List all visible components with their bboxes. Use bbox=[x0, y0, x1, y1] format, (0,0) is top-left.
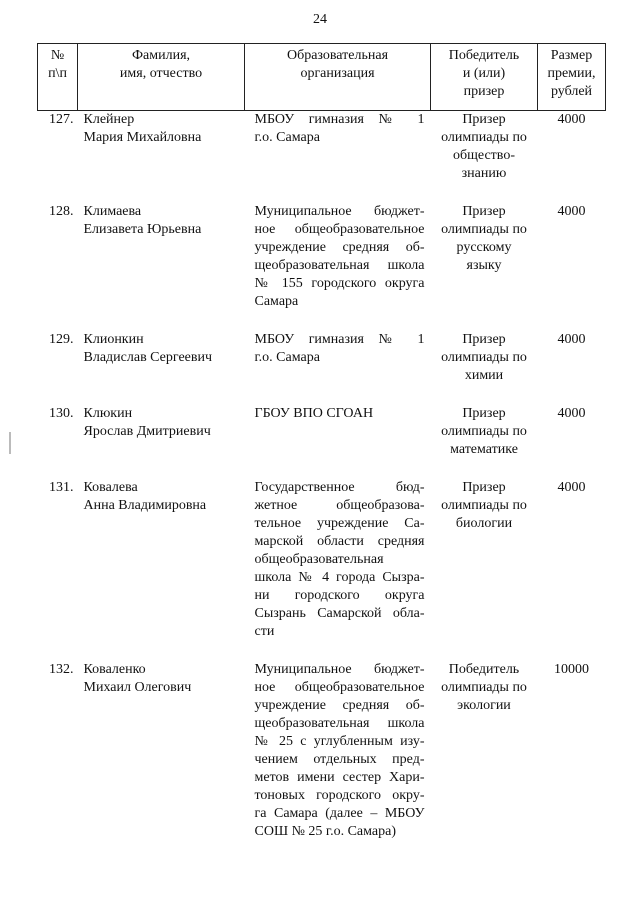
award-status: Призер олимпиады по математике bbox=[441, 406, 527, 457]
table-row bbox=[38, 479, 606, 661]
margin-mark bbox=[9, 432, 11, 454]
table-row bbox=[38, 405, 606, 479]
header-name: Фамилия, имя, отчество bbox=[78, 44, 245, 111]
prize-amount: 4000 bbox=[557, 406, 586, 421]
table-row bbox=[38, 111, 606, 204]
organization: МБОУ гимназия № 1 г.о. Самара bbox=[254, 112, 425, 145]
prize-amount: 4000 bbox=[557, 480, 586, 495]
laureates-table bbox=[37, 43, 606, 861]
row-number: 127. bbox=[49, 112, 74, 127]
organization: МБОУ гимназия № 1 г.о. Самара bbox=[254, 332, 425, 365]
page-number: 24 bbox=[313, 12, 327, 27]
table-header-row bbox=[38, 44, 606, 111]
row-number: 132. bbox=[49, 662, 74, 677]
prize-amount: 4000 bbox=[557, 112, 586, 127]
organization: Муниципальное бюджет- ное общеобразовательное учреждение средняя об- щеобразовательная школа № 25 с углубленным изу- чением отдельных пред- метов имени сестер Хари- тоновых городского окру- га Самара (далее – МБОУ СОШ № 25 г.о. Самара) bbox=[254, 662, 425, 839]
organization: ГБОУ ВПО СГОАН bbox=[254, 406, 374, 421]
prize-amount: 4000 bbox=[557, 332, 586, 347]
row-number: 131. bbox=[49, 480, 74, 495]
table-row bbox=[38, 661, 606, 861]
person-name: Климаева Елизавета Юрьевна bbox=[83, 204, 202, 237]
table-row bbox=[38, 331, 606, 405]
header-organization: Образовательная организация bbox=[245, 44, 431, 111]
row-number: 130. bbox=[49, 406, 74, 421]
table-row bbox=[38, 203, 606, 331]
header-prize-amount: Размер премии, рублей bbox=[538, 44, 606, 111]
award-status: Победитель олимпиады по экологии bbox=[441, 662, 527, 713]
award-status: Призер олимпиады по общество- знанию bbox=[441, 112, 527, 181]
award-status: Призер олимпиады по русскому языку bbox=[441, 204, 527, 273]
person-name: Коваленко Михаил Олегович bbox=[83, 662, 192, 695]
header-award: Победитель и (или) призер bbox=[431, 44, 538, 111]
person-name: Клейнер Мария Михайловна bbox=[83, 112, 202, 145]
prize-amount: 10000 bbox=[554, 662, 589, 677]
row-number: 128. bbox=[49, 204, 74, 219]
prize-amount: 4000 bbox=[557, 204, 586, 219]
organization: Государственное бюд- жетное общеобразова- тельное учреждение Са- марской области средняя общеобразовательная школа № 4 города Сызра- ни городского округа Сызрань Самарской обла- сти bbox=[254, 480, 425, 639]
person-name: Ковалева Анна Владимировна bbox=[83, 480, 207, 513]
award-status: Призер олимпиады по химии bbox=[441, 332, 527, 383]
person-name: Клюкин Ярослав Дмитриевич bbox=[83, 406, 211, 439]
row-number: 129. bbox=[49, 332, 74, 347]
award-status: Призер олимпиады по биологии bbox=[441, 480, 527, 531]
person-name: Клионкин Владислав Сергеевич bbox=[83, 332, 213, 365]
organization: Муниципальное бюджет- ное общеобразовательное учреждение средняя об- щеобразовательная школа № 155 городского округа Самара bbox=[254, 204, 425, 309]
header-number: № п\п bbox=[38, 44, 78, 111]
